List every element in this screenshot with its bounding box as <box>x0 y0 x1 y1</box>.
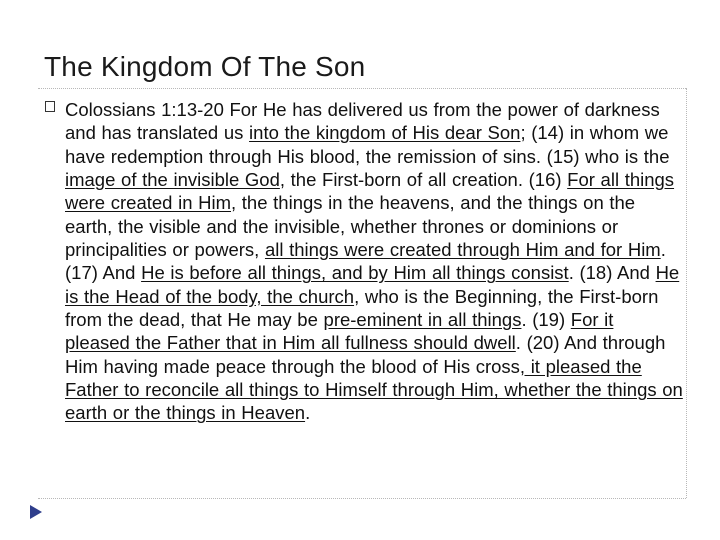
text-run: Colossians 1:13-20 For He has delivered us from the power of darkness and has translated us <box>65 99 660 144</box>
text-run: . (20) And through Him having made peace through the blood of His cross <box>65 332 666 377</box>
underlined-phrase: He is the Head of the body, the church <box>65 262 680 307</box>
text-run: , who is the Beginning, the First-born from the dead, that He may be <box>65 285 659 331</box>
underlined-phrase: For all things were created in Him <box>65 169 675 214</box>
text-run: . (17) And <box>65 239 666 284</box>
underlined-phrase: He is before all things, and by Him all things consist <box>141 262 569 284</box>
underlined-phrase: all things were created through Him and for Him <box>264 239 661 261</box>
text-run: , the things in the heavens, and the things on the earth, the visible and the invisible, whether thrones or dominions or principalities or powers, <box>65 192 636 261</box>
underlined-phrase: into the kingdom of His dear Son <box>249 122 521 144</box>
underlined-phrase: pre-eminent in all things <box>323 309 522 331</box>
title-divider <box>38 88 686 89</box>
scripture-text <box>65 98 683 425</box>
text-run: . <box>305 402 311 424</box>
text-run: . (18) And <box>568 262 656 284</box>
text-run: . (19) <box>521 309 571 331</box>
underlined-phrase: For it pleased the Father that in Him all fullness should dwell <box>65 309 614 354</box>
square-bullet-icon <box>45 101 55 112</box>
text-run: ; (14) in whom we have redemption through His blood, the remission of sins. (15) who is the <box>65 122 670 167</box>
content-border-right <box>686 88 687 498</box>
slide-title: The Kingdom Of The Son <box>44 51 366 82</box>
underlined-phrase: image of the invisible God <box>65 169 280 191</box>
text-run: , the First-born of all creation. (16) <box>279 169 568 191</box>
content-border-bottom <box>38 498 686 499</box>
underlined-phrase: , it pleased the Father to reconcile all things to Himself through Him, whether the things on earth or the things in Heaven <box>65 355 683 424</box>
nav-arrow-icon[interactable] <box>30 505 42 519</box>
